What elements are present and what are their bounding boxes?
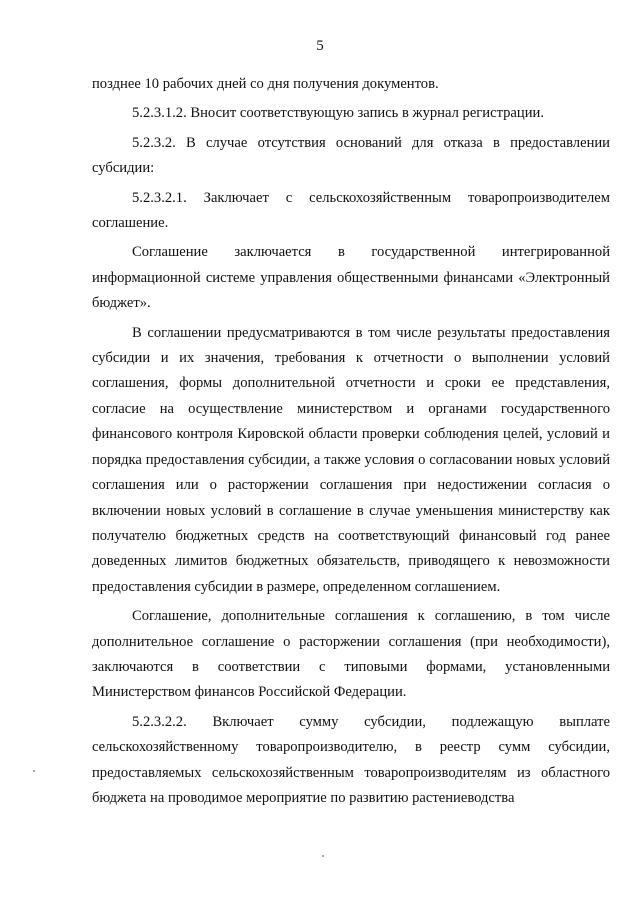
document-body xyxy=(92,72,610,815)
paragraph-5-2-3-2-2: 5.2.3.2.2. Включает сумму субсидии, подлежащую выплате сельскохозяйственному товаропроизводителю, в реестр сумм субсидии, предоставляемых сельскохозяйственным товаропроизводителям из областного бюджета на проводимое мероприятие по развитию растениеводства xyxy=(92,713,610,806)
paragraph-agreement-forms: Соглашение, дополнительные соглашения к соглашению, в том числе дополнительное соглашение о расторжении соглашения (при необходимости), заключаются в соответствии с типовыми формами, установленными Министерством финансов Российской Федерации. xyxy=(92,608,610,701)
paragraph-agreement-system: Соглашение заключается в государственной интегрированной информационной системе управления общественными финансами «Электронный бюджет». xyxy=(92,244,610,312)
paragraph-continuation: позднее 10 рабочих дней со дня получения документов. xyxy=(92,76,439,92)
scan-speck xyxy=(322,855,324,857)
paragraph-5-2-3-2: 5.2.3.2. В случае отсутствия оснований для отказа в предоставлении субсидии: xyxy=(92,134,610,177)
page-number: 5 xyxy=(316,38,324,54)
scan-speck xyxy=(33,770,35,772)
paragraph-agreement-terms: В соглашении предусматриваются в том числе результаты предоставления субсидии и их значения, требования к отчетности о выполнении условий соглашения, формы дополнительной отчетности и сроки ее представления, согласие на осуществление министерством и органами государственного финансового контроля Кировской области проверки соблюдения целей, условий и порядка предоставления субсидии, а также условия о согласовании новых условий соглашения или о расторжении соглашения при недостижении согласия о включении новых условий в соглашение в случае уменьшения министерству как получателю бюджетных средств на соответствующий финансовый год ранее доведенных лимитов бюджетных обязательств, приводящего к невозможности предоставления субсидии в размере, определенном соглашением. xyxy=(92,324,610,595)
paragraph-5-2-3-2-1: 5.2.3.2.1. Заключает с сельскохозяйственным товаропроизводителем соглашение. xyxy=(92,189,610,232)
paragraph-5-2-3-1-2: 5.2.3.1.2. Вносит соответствующую запись в журнал регистрации. xyxy=(132,105,544,122)
